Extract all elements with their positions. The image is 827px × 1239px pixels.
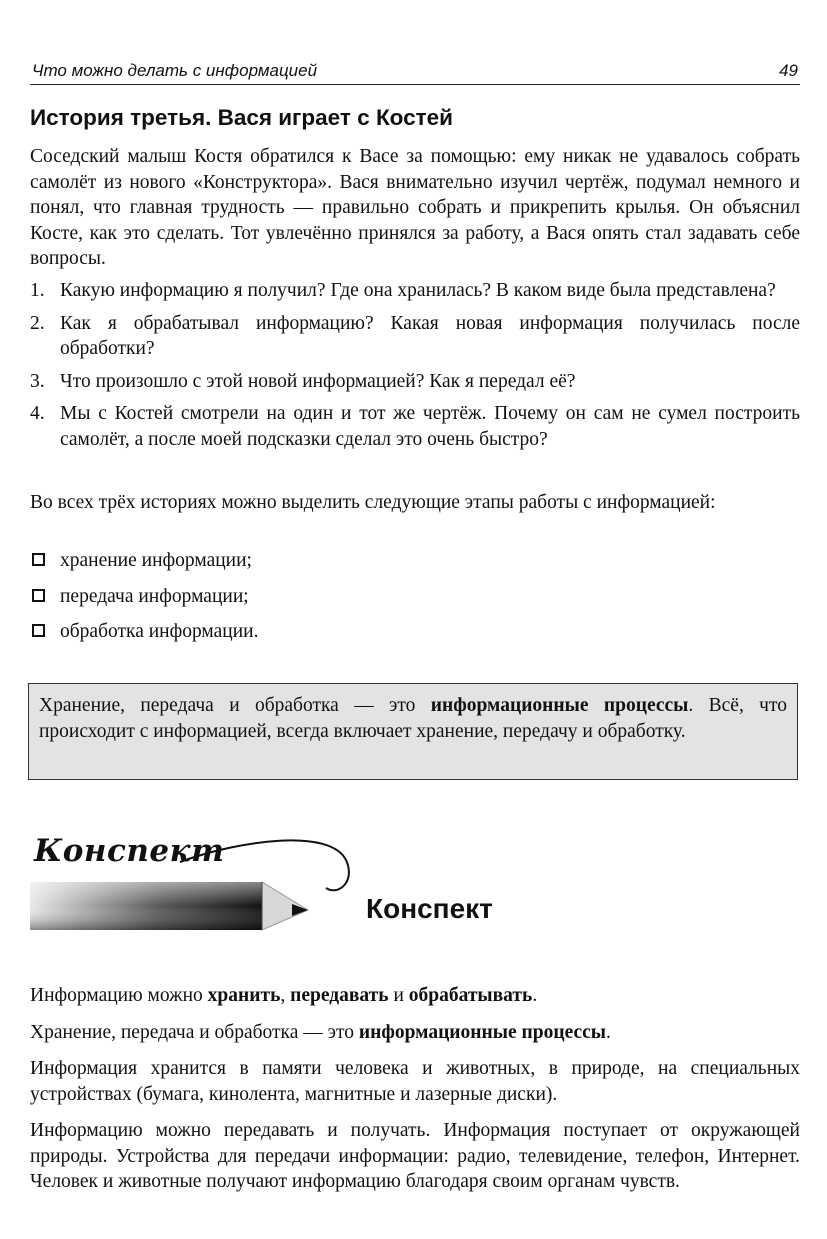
- stage-item: [30, 584, 800, 610]
- summary-text: и: [388, 985, 409, 1006]
- summary-text: .: [532, 985, 538, 1006]
- square-bullet-icon: [32, 624, 45, 637]
- stage-item: [30, 548, 800, 574]
- stage-text: хранение информации;: [60, 550, 252, 571]
- question-item: [30, 401, 800, 452]
- stage-text: обработка информации.: [60, 621, 259, 642]
- story-intro-paragraph: Соседский малыш Костя обратился к Васе за помощью: ему никак не удавалось собрать самолёт из нового «Конструктора». Вася внимательно изучил чертёж, подумал немного и понял, что главная трудность — правильно собрать и прикрепить крылья. Он объяснил Косте, как это сделать. Тот увлечённо принялся за работу, а Вася опять стал задавать себе вопросы.: [30, 146, 800, 269]
- definition-box: [28, 683, 798, 780]
- question-item: [30, 369, 800, 395]
- summary-section: [30, 983, 800, 1206]
- summary-term: информационные процессы: [358, 1021, 607, 1043]
- summary-text: Хранение, передача и обработка — это: [30, 1021, 359, 1043]
- definition-term: информационные процессы: [430, 695, 689, 716]
- definition-text-start: Хранение, передача и обработка — это: [39, 695, 431, 716]
- question-text: Мы с Костей смотрели на один и тот же чертёж. Почему он сам не сумел построить самолёт, а после моей подсказки сделал это очень быстро?: [60, 403, 800, 450]
- definition-text: [39, 693, 787, 745]
- konspekt-heading: Конспект: [366, 893, 493, 924]
- running-head-title: Что можно делать с информацией: [32, 61, 318, 80]
- question-number: 2.: [30, 312, 45, 334]
- story-heading: История третья. Вася играет с Костей: [30, 105, 453, 130]
- summary-term: хранить: [207, 985, 281, 1006]
- summary-paragraph: Информация хранится в памяти человека и животных, в природе, на специальных устройствах (бумага, кинолента, магнитные и лазерные диски).: [30, 1058, 800, 1105]
- question-number: 1.: [30, 280, 45, 301]
- stages-intro-paragraph: Во всех трёх историях можно выделить следующие этапы работы с информацией:: [30, 492, 716, 513]
- summary-paragraph: [30, 983, 800, 1009]
- question-text: Как я обрабатывал информацию? Какая новая информация получилась после обработки?: [60, 312, 800, 359]
- definition-text-end: . Всё, что происходит с информацией, всегда включает хранение, передачу и обработку.: [39, 695, 787, 742]
- page-number: 49: [779, 61, 798, 80]
- summary-term: обрабатывать: [408, 985, 533, 1006]
- summary-text: .: [606, 1021, 611, 1043]
- stage-item: [30, 619, 800, 645]
- running-head: [30, 58, 800, 85]
- konspekt-logo-script: Конспект: [34, 833, 225, 869]
- summary-text: Информацию можно: [30, 985, 208, 1006]
- summary-paragraph: [30, 1020, 800, 1046]
- stages-list: [30, 548, 800, 655]
- question-item: [30, 311, 800, 362]
- summary-term: передавать: [290, 985, 389, 1006]
- stage-text: передача информации;: [60, 585, 249, 607]
- question-item: [30, 278, 800, 304]
- square-bullet-icon: [32, 589, 45, 602]
- questions-list: [30, 278, 800, 459]
- question-number: 3.: [30, 370, 45, 392]
- square-bullet-icon: [32, 553, 45, 566]
- question-number: 4.: [30, 403, 45, 424]
- summary-paragraph: Информацию можно передавать и получать. Информация поступает от окружающей природы. Устройства для передачи информации: радио, телевидение, телефон, Интернет. Человек и животные получают информацию благодаря своим органам чувств.: [30, 1120, 800, 1192]
- question-text: Какую информацию я получил? Где она хранилась? В каком виде была представлена?: [60, 280, 776, 301]
- question-text: Что произошло с этой новой информацией? Как я передал её?: [60, 370, 576, 392]
- summary-text: ,: [280, 985, 291, 1006]
